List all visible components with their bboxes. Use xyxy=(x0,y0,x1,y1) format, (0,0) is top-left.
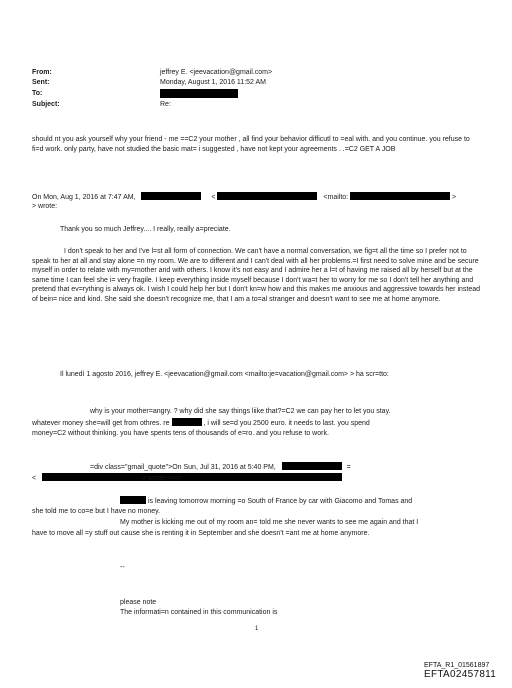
please-note: please note xyxy=(120,599,157,606)
from-label: From: xyxy=(32,69,52,76)
to-label: To: xyxy=(32,90,43,97)
redaction xyxy=(172,418,202,426)
long-paragraph: I don't speak to her and I've l=st all form of connection. We can't have a normal conversation, we fig=t all the time so I prefer not to speak to her at all and stay alone =n my room. We are to different and I can't deal with all her problems.=I first need to solve mine and be secure myself in order to relate with my=mother and with others. I know it's not easy and I admire her a l=t of having me raised all by herself but at the same time I can feel she i= very fragile. I keep everything inside myself because I don't wa=t her to worry for me so I don't tell her anything and pretend that ev=rything is always ok. I wish I could help her but I don't kn=w how and this makes me anxious and aggressive towards her instead of bein= nice and kind. She said she doesn't recognize me, that I am a to=al stranger and doesn't want to see me at home anymore. xyxy=(32,248,481,303)
mother-kicking-line: My mother is kicking me out of my room an= told me she never wants to see me again and that I xyxy=(120,519,419,526)
page-number: 1 xyxy=(255,626,259,632)
italian-quote-header: Il lunedì 1 agosto 2016, jeffrey E. <jeevacation@gmail.com <mailto:je=vacation@gmail.com> > ha scr=tto: xyxy=(60,371,389,378)
lt-redact-line xyxy=(32,473,342,484)
subject-value: Re: xyxy=(160,101,171,108)
wrote2: > wrote:<=r> xyxy=(142,475,182,482)
why-line-3: money=C2 without thinking. you have spents tens of thousands of e=ro. and you refuse to work. xyxy=(32,430,329,437)
gmail-quote-b: = xyxy=(346,464,351,471)
signature-dashes: -- xyxy=(120,564,125,571)
footer-ref-large: EFTA02457811 xyxy=(424,669,497,680)
redaction xyxy=(42,473,342,481)
gmail-quote-line xyxy=(90,462,351,473)
redaction xyxy=(141,192,201,200)
redaction xyxy=(350,192,450,200)
redaction xyxy=(217,192,317,200)
lt-sign: < xyxy=(32,475,37,482)
from-value: jeffrey E. <jeevacation@gmail.com> xyxy=(160,69,273,76)
leaving-text: is leaving tomorrow morning =o South of France by car with Giacomo and Tomas and xyxy=(147,498,413,505)
quote1-on: On Mon, Aug 1, 2016 at 7:47 AM, xyxy=(32,194,136,201)
gmail-quote-a: =div class="gmail_quote">On Sun, Jul 31, 2016 at 5:40 PM, xyxy=(90,464,276,471)
footer-ref-small: EFTA_R1_01561897 xyxy=(424,662,490,669)
sent-label: Sent: xyxy=(32,79,50,86)
redaction xyxy=(282,462,342,470)
leaving-line xyxy=(120,496,412,507)
redaction xyxy=(120,496,146,504)
quote1-wrote: > wrote: xyxy=(32,203,58,210)
have-to-move-line: have to move all =y stuff out cause she is renting it in September and she doesn't =ant me at home anymore. xyxy=(32,530,370,537)
quote1-header xyxy=(32,192,456,203)
why-line-2-a: whatever money she=will get from othres. re xyxy=(32,420,170,427)
why-line-2 xyxy=(32,418,370,429)
quote1-gt: > xyxy=(452,194,457,201)
sent-value: Monday, August 1, 2016 11:52 AM xyxy=(160,79,266,86)
thanks-line: Thank you so much Jeffrey.... I really, really a=preciate. xyxy=(60,226,231,233)
subject-label: Subject: xyxy=(32,101,60,108)
to-redaction xyxy=(160,89,238,98)
why-line-2-b: , i will se=d you 2500 euro. it needs to last. you spend xyxy=(203,420,370,427)
reply-paragraph: should nt you ask yourself why your friend - me ==C2 your mother , all find your behavior difficutl to =eal with. and you continue. you refuse to fi=d work. only party, have not studied the basic mat= i suggested , have not kept your agreements . .=C2 GET A JOB xyxy=(32,136,470,153)
quote1-mailto: <mailto: xyxy=(323,194,349,201)
information-line: The informati=n contained in this communication is xyxy=(120,609,278,616)
quote1-lt: < xyxy=(211,194,216,201)
why-line-1: why is your mother=angry. ? why did she say things liike that?=C2 we can pay her to let you stay. xyxy=(90,408,391,415)
she-told-line: she told me to co=e but I have no money. xyxy=(32,508,161,515)
